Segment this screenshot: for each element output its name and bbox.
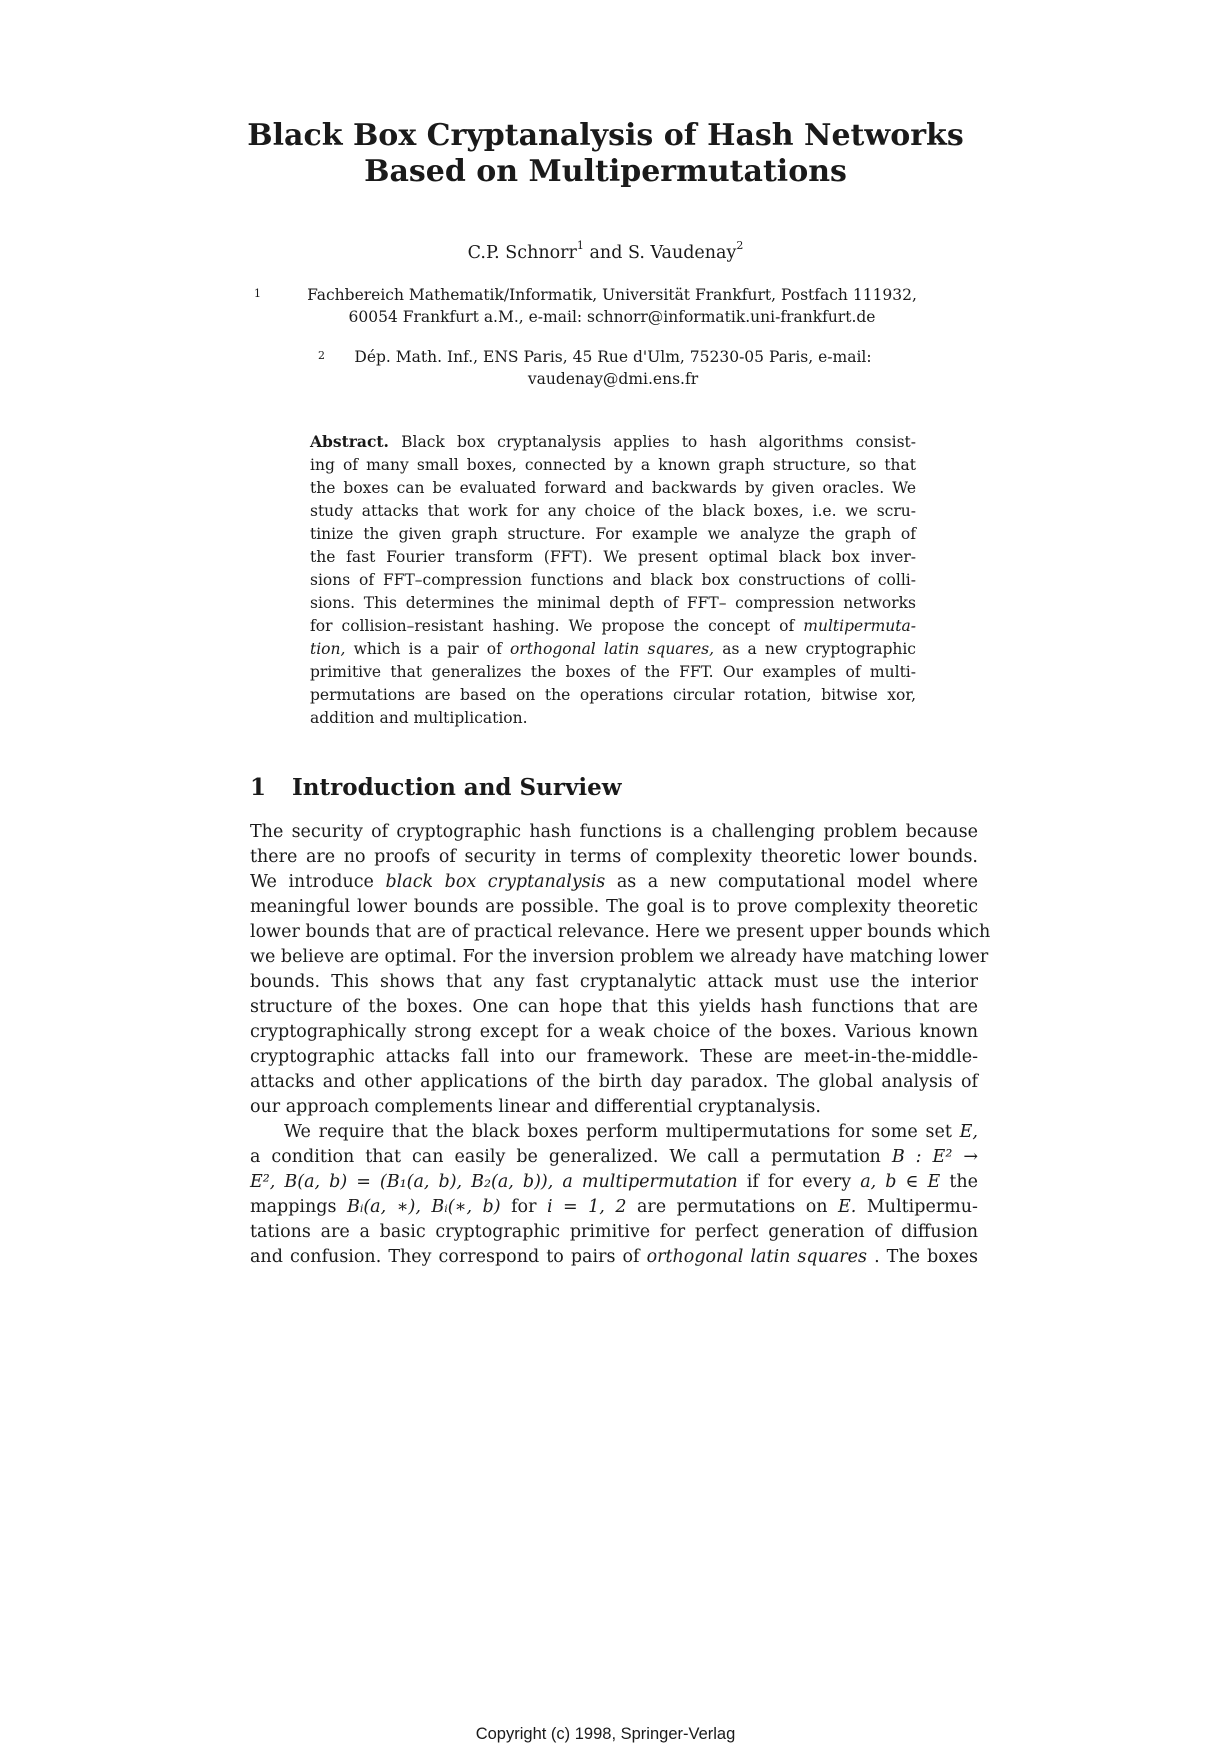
- affiliation-line: 60054 Frankfurt a.M., e-mail: schnorr@informatik.uni-frankfurt.de: [348, 308, 876, 326]
- math: i = 1, 2: [546, 1197, 627, 1217]
- abstract-label: Abstract.: [310, 432, 389, 451]
- emphasis: multipermuta-: [803, 617, 916, 635]
- abstract-line: Abstract. Black box cryptanalysis applies to hash algorithms consist-: [310, 432, 916, 451]
- affiliation-line: Dép. Math. Inf., ENS Paris, 45 Rue d'Ulm, 75230-05 Paris, e-mail:: [354, 348, 872, 366]
- body-line: and confusion. They correspond to pairs of orthogonal latin squares . The boxes: [250, 1247, 978, 1267]
- emphasis: tion,: [310, 640, 346, 658]
- affiliation-line: vaudenay@dmi.ens.fr: [527, 370, 699, 388]
- author-name: C.P. Schnorr: [467, 242, 577, 263]
- math: E.: [838, 1197, 857, 1217]
- abstract-line: primitive that generalizes the boxes of the FFT. Our examples of multi-: [310, 663, 916, 681]
- math: a, b ∈ E: [860, 1172, 941, 1192]
- body-line: cryptographically strong except for a weak choice of the boxes. Various known: [250, 1022, 978, 1042]
- body-line: tations are a basic cryptographic primitive for perfect generation of diffusion: [250, 1222, 978, 1242]
- abstract-line: tinize the given graph structure. For example we analyze the graph of: [310, 525, 916, 543]
- emphasis: black box cryptanalysis: [385, 872, 606, 892]
- abstract-line: permutations are based on the operations circular rotation, bitwise xor,: [310, 686, 916, 704]
- copyright-notice: Copyright (c) 1998, Springer-Verlag: [475, 1725, 736, 1743]
- body-line: a condition that can easily be generalized. We call a permutation B : E² →: [250, 1147, 978, 1167]
- abstract-line: tion, which is a pair of orthogonal latin squares, as a new cryptographic: [310, 640, 916, 658]
- author-list: [200, 237, 1011, 264]
- math: E,: [959, 1122, 978, 1142]
- abstract-line: sions of FFT–compression functions and black box constructions of colli-: [310, 571, 916, 589]
- body-line: cryptographic attacks fall into our framework. These are meet-in-the-middle-: [250, 1047, 978, 1067]
- abstract: [310, 430, 916, 730]
- title-line-2: Based on Multipermutations: [364, 154, 847, 189]
- section-heading: [250, 774, 622, 802]
- emphasis: orthogonal latin squares,: [510, 640, 715, 658]
- body-line: structure of the boxes. One can hope that this yields hash functions that are: [250, 997, 978, 1017]
- abstract-line: ing of many small boxes, connected by a known graph structure, so that: [310, 456, 916, 474]
- emphasis: multipermutation: [581, 1172, 738, 1192]
- title-line-1: Black Box Cryptanalysis of Hash Networks: [247, 118, 964, 153]
- affiliation-line: Fachbereich Mathematik/Informatik, Universität Frankfurt, Postfach 111932,: [307, 286, 917, 304]
- affiliation-1: [254, 284, 962, 328]
- section-number: 1: [250, 774, 267, 801]
- body-line: E², B(a, b) = (B₁(a, b), B₂(a, b)), a multipermutation if for every a, b ∈ E the: [250, 1172, 978, 1192]
- abstract-line: the boxes can be evaluated forward and backwards by given oracles. We: [310, 479, 916, 497]
- body-line: bounds. This shows that any fast cryptanalytic attack must use the interior: [250, 972, 978, 992]
- author-name: S. Vaudenay: [627, 242, 737, 263]
- author-conjunction: and: [589, 242, 623, 263]
- abstract-line: the fast Fourier transform (FFT). We present optimal black box inver-: [310, 548, 916, 566]
- paper-title: [200, 118, 1011, 190]
- body-line: lower bounds that are of practical relevance. Here we present upper bounds which: [250, 922, 991, 942]
- affiliation-marker: 1: [576, 239, 584, 252]
- body-line: The security of cryptographic hash functions is a challenging problem because: [250, 822, 978, 842]
- body-line: mappings Bᵢ(a, ∗), Bᵢ(∗, b) for i = 1, 2 are permutations on E. Multipermu-: [250, 1197, 978, 1217]
- abstract-line: sions. This determines the minimal depth of FFT– compression networks: [310, 594, 916, 612]
- math: Bᵢ(a, ∗), Bᵢ(∗, b): [346, 1197, 501, 1217]
- body-line: We require that the black boxes perform multipermutations for some set E,: [284, 1122, 978, 1142]
- math: B : E² →: [891, 1147, 978, 1167]
- body-line: we believe are optimal. For the inversion problem we already have matching lower: [250, 947, 989, 967]
- affiliation-number: 2: [318, 349, 325, 362]
- body-line: meaningful lower bounds are possible. The goal is to prove complexity theoretic: [250, 897, 978, 917]
- abstract-line: for collision–resistant hashing. We propose the concept of multipermuta-: [310, 617, 916, 635]
- emphasis: orthogonal latin squares: [646, 1247, 867, 1267]
- body-line: there are no proofs of security in terms of complexity theoretic lower bounds.: [250, 847, 978, 867]
- affiliation-2: [318, 346, 908, 390]
- body-line: attacks and other applications of the birth day paradox. The global analysis of: [250, 1072, 978, 1092]
- affiliation-number: 1: [254, 287, 261, 300]
- abstract-line: addition and multiplication.: [310, 709, 528, 727]
- math: E², B(a, b) = (B₁(a, b), B₂(a, b)), a: [250, 1172, 573, 1192]
- body-line: our approach complements linear and differential cryptanalysis.: [250, 1097, 821, 1117]
- body-line: We introduce black box cryptanalysis as a new computational model where: [250, 872, 978, 892]
- section-title: Introduction and Surview: [292, 774, 622, 801]
- affiliation-marker: 2: [736, 239, 744, 252]
- abstract-line: study attacks that work for any choice of the black boxes, i.e. we scru-: [310, 502, 916, 520]
- body-text: [250, 820, 991, 1270]
